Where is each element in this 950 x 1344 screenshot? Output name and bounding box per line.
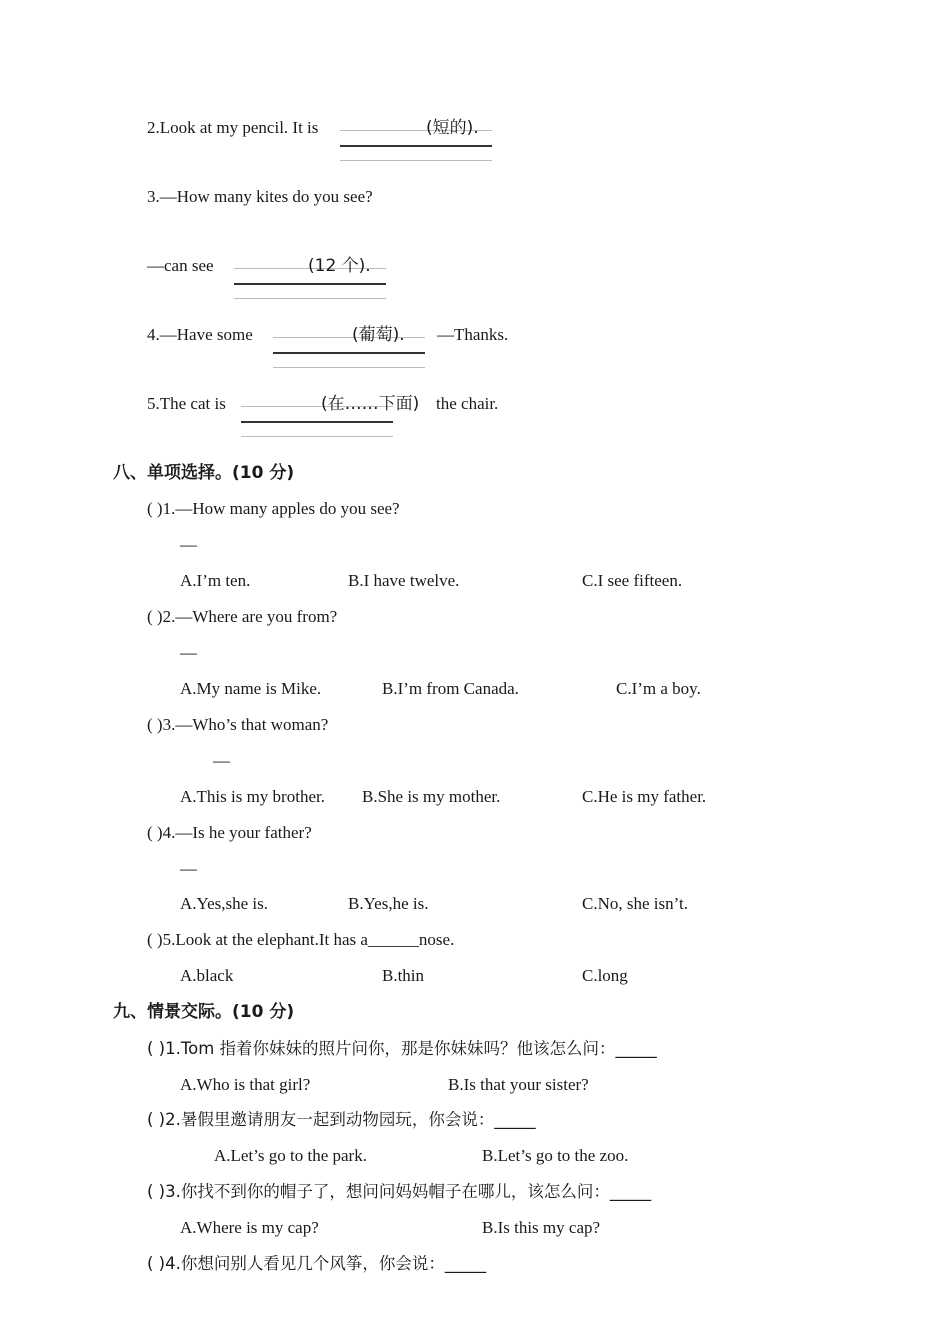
fill-question-3: 3.—How many kites do you see? bbox=[147, 187, 373, 206]
question-stem: ( )2.暑假里邀请朋友一起到动物园玩，你会说：_____ bbox=[147, 1110, 536, 1129]
option-a[interactable]: A.black bbox=[180, 966, 234, 985]
option-c[interactable]: C.He is my father. bbox=[582, 787, 707, 806]
option-a[interactable]: A.This is my brother. bbox=[180, 787, 325, 806]
reply-text: —Thanks. bbox=[437, 325, 509, 344]
section-title: 九、情景交际。(10 分) bbox=[113, 1002, 295, 1022]
option-c[interactable]: C.No, she isn’t. bbox=[582, 894, 688, 913]
option-b[interactable]: B.Is that your sister? bbox=[448, 1075, 589, 1094]
question-stem: ( )5.Look at the elephant.It has a______nose. bbox=[147, 930, 455, 949]
option-a[interactable]: A.Yes,she is. bbox=[180, 894, 269, 913]
answer-dash: — bbox=[180, 859, 197, 878]
question-stem: ( )3.你找不到你的帽子了，想问问妈妈帽子在哪儿，该怎么问：_____ bbox=[147, 1182, 652, 1201]
fill-question-4: 4.—Have some bbox=[147, 325, 253, 344]
question-text: 2.Look at my pencil. It is bbox=[147, 118, 319, 137]
question-stem: ( )1.—How many apples do you see? bbox=[147, 499, 400, 518]
fill-answer-3: —can see bbox=[147, 256, 214, 275]
option-a[interactable]: A.Who is that girl? bbox=[180, 1075, 311, 1094]
answer-dash: — bbox=[180, 643, 197, 662]
option-b[interactable]: B.Is this my cap? bbox=[482, 1218, 601, 1237]
answer-dash: — bbox=[180, 535, 197, 554]
answer-dash: — bbox=[213, 751, 230, 770]
option-c[interactable]: C.long bbox=[582, 966, 628, 985]
chinese-hint: (短的). bbox=[426, 118, 479, 138]
question-stem: ( )2.—Where are you from? bbox=[147, 607, 338, 626]
chinese-hint: (12 个). bbox=[308, 256, 371, 276]
option-b[interactable]: B.Let’s go to the zoo. bbox=[482, 1146, 629, 1165]
question-stem: ( )3.—Who’s that woman? bbox=[147, 715, 329, 734]
section-title: 八、单项选择。(10 分) bbox=[113, 463, 295, 483]
option-b[interactable]: B.thin bbox=[382, 966, 425, 985]
option-a[interactable]: A.I’m ten. bbox=[180, 571, 251, 590]
fill-question-5: 5.The cat is bbox=[147, 394, 226, 413]
question-stem: ( )1.Tom 指着你妹妹的照片问你，那是你妹妹吗？他该怎么问：_____ bbox=[147, 1039, 657, 1058]
option-c[interactable]: C.I’m a boy. bbox=[616, 679, 701, 698]
option-b[interactable]: B.She is my mother. bbox=[362, 787, 501, 806]
question-stem: ( )4.你想问别人看见几个风筝，你会说：_____ bbox=[147, 1254, 487, 1273]
option-b[interactable]: B.I have twelve. bbox=[348, 571, 460, 590]
option-b[interactable]: B.Yes,he is. bbox=[348, 894, 429, 913]
chinese-hint: (在……下面) bbox=[321, 394, 420, 414]
chinese-hint: (葡萄). bbox=[352, 325, 405, 345]
option-a[interactable]: A.Let’s go to the park. bbox=[214, 1146, 367, 1165]
fill-question-2 bbox=[147, 117, 318, 139]
suffix-text: the chair. bbox=[436, 394, 499, 413]
option-a[interactable]: A.My name is Mike. bbox=[180, 679, 322, 698]
option-a[interactable]: A.Where is my cap? bbox=[180, 1218, 319, 1237]
option-c[interactable]: C.I see fifteen. bbox=[582, 571, 683, 590]
question-stem: ( )4.—Is he your father? bbox=[147, 823, 312, 842]
option-b[interactable]: B.I’m from Canada. bbox=[382, 679, 519, 698]
